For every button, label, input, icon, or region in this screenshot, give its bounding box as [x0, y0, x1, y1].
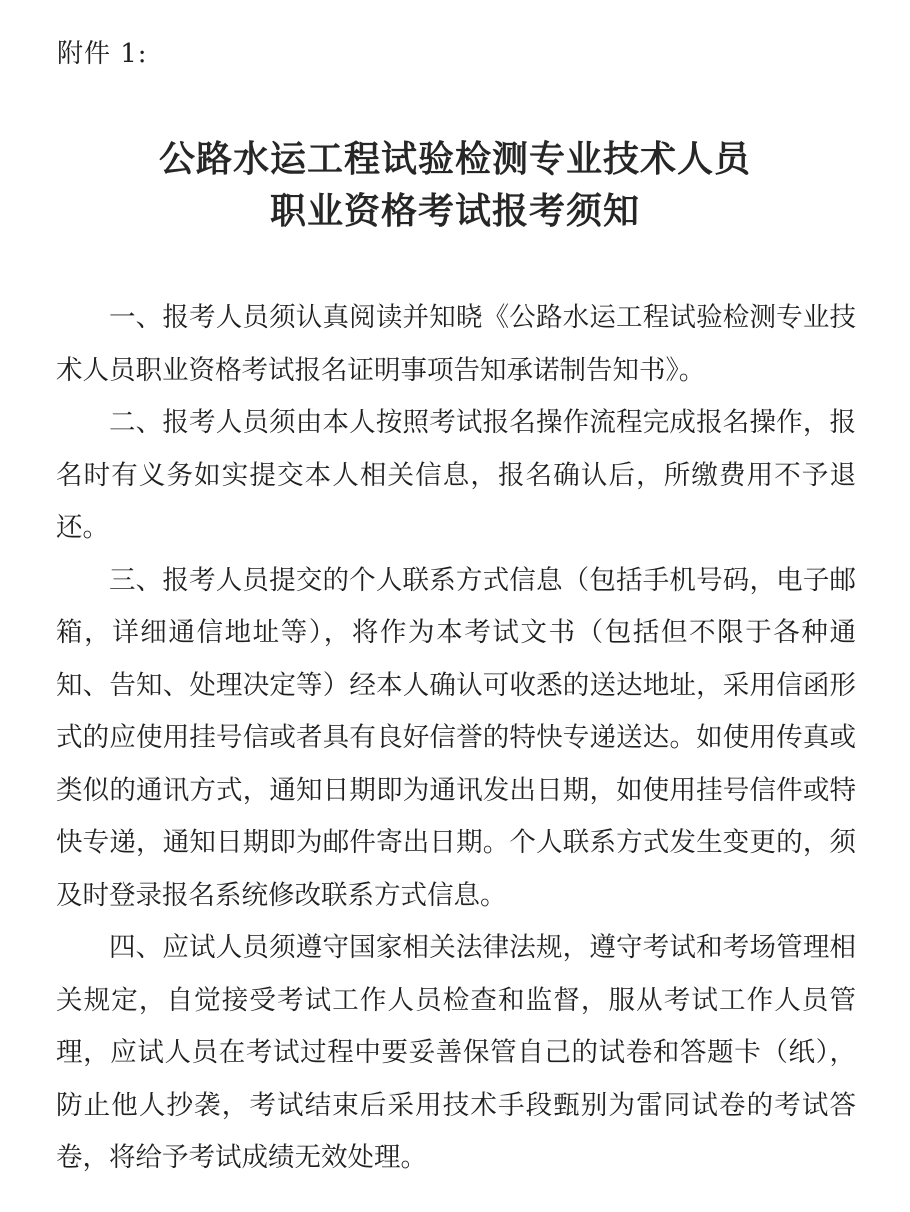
paragraph-2: 二、报考人员须由本人按照考试报名操作流程完成报名操作，报名时有义务如实提交本人相关信息，报名确认后，所缴费用不予退还。 — [56, 407, 856, 543]
document-title — [0, 134, 910, 238]
paragraph-1: 一、报考人员须认真阅读并知晓《公路水运工程试验检测专业技术人员职业资格考试报名证明事项告知承诺制告知书》。 — [56, 302, 856, 386]
title-line-2: 职业资格考试报考须知 — [269, 191, 640, 232]
paragraph-4: 四、应试人员须遵守国家相关法律法规，遵守考试和考场管理相关规定，自觉接受考试工作人员检查和监督，服从考试工作人员管理，应试人员在考试过程中要妥善保管自己的试卷和答题卡（纸），防止他人抄袭，考试结束后采用技术手段甄别为雷同试卷的考试答卷，将给予考试成绩无效处理。 — [56, 932, 856, 1173]
paragraph-3: 三、报考人员提交的个人联系方式信息（包括手机号码，电子邮箱，详细通信地址等），将作为本考试文书（包括但不限于各种通知、告知、处理决定等）经本人确认可收悉的送达地址，采用信函形式的应使用挂号信或者具有良好信誉的特快专递送达。如使用传真或类似的通讯方式，通知日期即为通讯发出日期，如使用挂号信件或特快专递，通知日期即为邮件寄出日期。个人联系方式发生变更的，须及时登录报名系统修改联系方式信息。 — [56, 564, 856, 911]
attachment-label: 附件 1: — [57, 39, 148, 69]
document-body — [56, 292, 856, 1185]
title-line-1: 公路水运工程试验检测专业技术人员 — [158, 139, 751, 180]
